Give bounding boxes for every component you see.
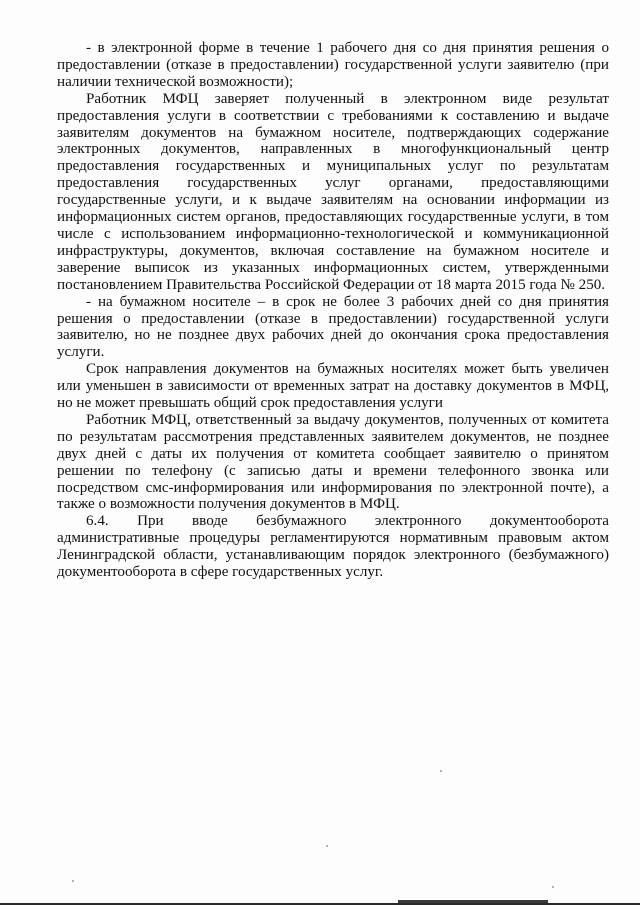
paragraph-electronic-form: - в электронной форме в течение 1 рабочего дня со дня принятия решения о предоставлении (отказе в предоставлении) государственной услуги заявителю (при наличии технической возможности); — [57, 40, 609, 90]
paragraph-section-6-4: 6.4. При вводе безбумажного электронного документооборота административные процедуры регламентируются нормативным правовым актом Ленинградской области, устанавливающим порядок электронного (безбумажного) документооборота в сфере государственных услуг. — [57, 513, 609, 581]
paragraph-paper-form: - на бумажном носителе – в срок не более 3 рабочих дней со дня принятия решения о предоставлении (отказе в предоставлении) государственной услуги заявителю, но не позднее двух рабочих дней до окончания срока предоставления услуги. — [57, 293, 609, 361]
scan-speck — [72, 880, 74, 882]
document-body — [57, 40, 609, 581]
scan-speck — [440, 770, 442, 772]
scan-speck — [326, 845, 328, 847]
scan-speck — [552, 886, 554, 888]
paragraph-delivery-term: Срок направления документов на бумажных носителях может быть увеличен или уменьшен в зависимости от временных затрат на доставку документов в МФЦ, но не может превышать общий срок предоставления услуги — [57, 361, 609, 412]
paragraph-mfc-certification: Работник МФЦ заверяет полученный в электронном виде результат предоставления услуги в соответствии с требованиями к составлению и выдаче заявителям документов на бумажном носителе, подтверждающих содержание электронных документов, направленных в многофункциональный центр предоставления государственных и муниципальных услуг по результатам предоставления государственных услуг органами, предоставляющими государственные услуги, и к выдаче заявителям на основании информации из информационных систем органов, предоставляющих государственные услуги, в том числе с использованием информационно-технологической и коммуникационной инфраструктуры, документов, включая составление на бумажном носителе и заверение выписок из указанных информационных систем, утвержденными постановлением Правительства Российской Федерации от 18 марта 2015 года № 250. — [57, 90, 609, 293]
paragraph-notification: Работник МФЦ, ответственный за выдачу документов, полученных от комитета по результатам рассмотрения представленных заявителем документов, не позднее двух дней с даты их получения от комитета сообщает заявителю о принятом решении по телефону (с записью даты и времени телефонного звонка или посредством смс-информирования или информирования по электронной почте), а также о возможности получения документов в МФЦ. — [57, 411, 609, 513]
